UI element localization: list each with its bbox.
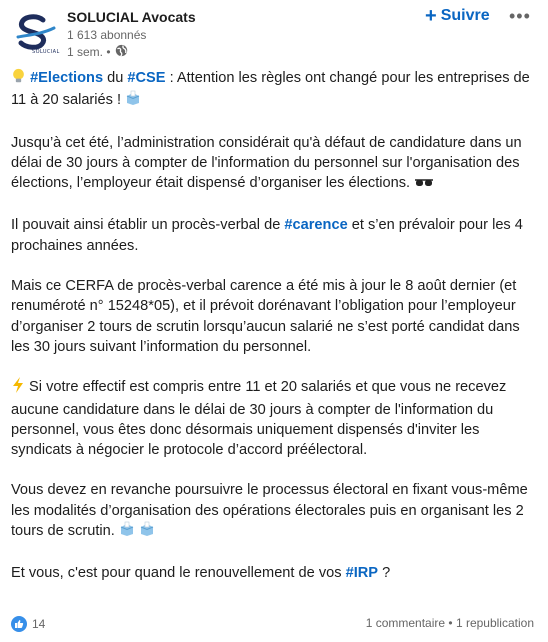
like-icon	[11, 616, 27, 632]
paragraph-3-text-a: Il pouvait ainsi établir un procès-verbal de	[11, 217, 285, 234]
svg-text:SOLUCIAL: SOLUCIAL	[32, 49, 60, 55]
paragraph-7-text-b: ?	[378, 565, 391, 582]
globe-icon	[115, 44, 128, 60]
social-counts	[366, 616, 534, 630]
follow-label: Suivre	[440, 7, 490, 24]
paragraph-4-text: Mais ce CERFA de procès-verbal carence a été mis à jour le 8 août dernier (et renuméroté n° 15248*05), et il prévoit dorénavant l’obligation pour l’employeur d’organiser 2 tours de scrutin lorsqu’aucun salarié ne s’est porté candidat dans les 30 jours suivant l’information du personnel.	[11, 278, 520, 355]
paragraph-5-text: Si votre effectif est compris entre 11 et 20 salariés et que vous ne recevez aucune candidature dans le délai de 30 jours à compter de l'information du personnel, vous êtes donc désormais uniquement dispensés d'inviter les syndicats à négocier le protocole d’accord préélectoral.	[11, 379, 507, 459]
lightning-icon	[11, 377, 25, 399]
reactions[interactable]	[11, 616, 45, 632]
hashtag-carence[interactable]: #carence	[284, 217, 348, 234]
plus-icon: +	[425, 5, 437, 27]
sunglasses-icon	[414, 175, 434, 195]
post-meta	[67, 44, 128, 60]
post-body	[11, 68, 536, 604]
ballot-box-icon	[139, 521, 155, 543]
lightbulb-icon	[11, 68, 26, 90]
post-time: 1 sem. •	[67, 45, 111, 59]
more-options-icon[interactable]: •••	[509, 6, 531, 26]
ballot-box-icon	[119, 521, 135, 543]
post-paragraph-2	[11, 133, 536, 196]
ballot-box-icon	[125, 90, 141, 112]
paragraph-7-text-a: Et vous, c'est pour quand le renouvellement de vos	[11, 565, 346, 582]
hashtag-cse[interactable]: #CSE	[127, 70, 166, 86]
follow-button[interactable]	[425, 6, 490, 26]
post-paragraph-4	[11, 276, 536, 357]
post-paragraph-3	[11, 215, 536, 256]
post-paragraph-7	[11, 563, 536, 583]
hashtag-irp[interactable]: #IRP	[345, 565, 379, 582]
post-paragraph-1	[11, 68, 536, 113]
company-logo[interactable]	[12, 8, 60, 56]
reaction-count: 14	[32, 617, 46, 631]
post-header	[0, 0, 548, 64]
post-paragraph-6	[11, 480, 536, 543]
follower-count: 1 613 abonnés	[67, 28, 147, 42]
paragraph-1-text-b: : Attention les règles ont changé pour les entreprises de 11 à 20 salariés !	[11, 70, 530, 109]
post-paragraph-5	[11, 377, 536, 460]
social-bar	[0, 610, 548, 640]
company-name[interactable]: SOLUCIAL Avocats	[67, 9, 196, 25]
reposts-count[interactable]: 1 republication	[455, 616, 534, 630]
hashtag-elections[interactable]: #Elections	[30, 70, 104, 86]
comments-count[interactable]: 1 commentaire	[365, 616, 446, 630]
paragraph-6-text: Vous devez en revanche poursuivre le processus électoral en fixant vous-même les modalités d’organisation des opérations électorales puis en organisant les 2 tours de scrutin.	[11, 482, 528, 540]
paragraph-3-text-b: et s’en prévaloir pour les 4 prochaines années.	[11, 217, 523, 254]
paragraph-1-text-a: du	[103, 70, 128, 86]
separator: •	[445, 616, 456, 630]
paragraph-2-text: Jusqu’à cet été, l’administration considérait qu'à défaut de candidature dans un délai de 30 jours à compter de l'information du personnel sur l'organisation des élections, l’employeur était dispensé d’organiser les élections.	[11, 134, 522, 192]
